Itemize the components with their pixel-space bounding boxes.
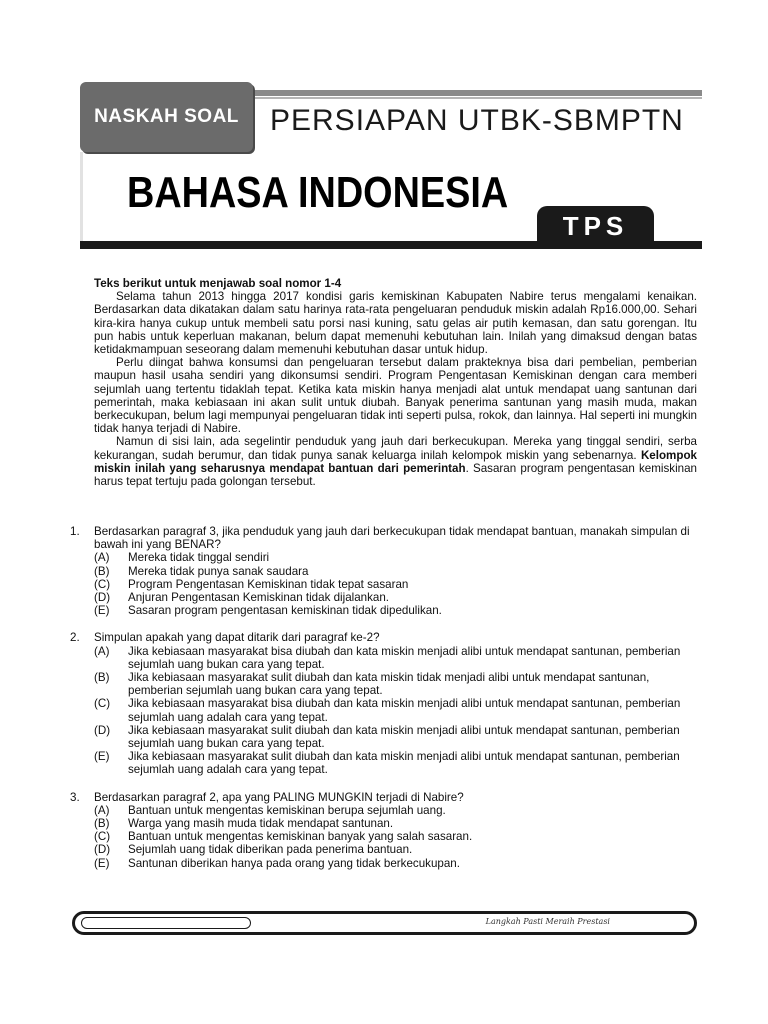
option-letter: (C): [94, 697, 111, 711]
option-letter: (A): [94, 803, 110, 817]
header-subtitle: PERSIAPAN UTBK-SBMPTN: [270, 104, 684, 137]
answer-option[interactable]: [94, 578, 700, 591]
header-bottom-bar: [80, 241, 702, 249]
answer-option[interactable]: [94, 817, 700, 830]
answer-option[interactable]: [94, 843, 700, 856]
answer-option[interactable]: [94, 857, 700, 870]
passage-paragraph-3-text: Namun di sisi lain, ada segelintir penduduk yang jauh dari berkecukupan. Mereka yang tinggal sendiri, serba kekurangan, sudah berumur, dan tidak punya sanak keluarga inilah kelompok miskin yang sebenarnya.: [94, 435, 697, 462]
header-top-bar-thin: [254, 97, 702, 99]
question-item: [70, 791, 700, 870]
naskah-soal-badge: NASKAH SOAL: [80, 82, 253, 152]
option-text: Bantuan untuk mengentas kemiskinan banyak yang salah sasaran.: [128, 830, 473, 844]
answer-option[interactable]: [94, 830, 700, 843]
option-text: Jika kebiasaan masyarakat sulit diubah dan kata miskin menjadi alibi untuk mendapat santunan, pemberian sejumlah uang bukan cara yang tepat.: [128, 723, 680, 751]
passage-paragraph-1: Selama tahun 2013 hingga 2017 kondisi garis kemiskinan Kabupaten Nabire terus mengalami kenaikan. Berdasarkan data dikatakan dalam satu harinya rata-rata pengeluaran penduduk miskin adalah Rp16.000,00. Sehari kira-kira hanya cukup untuk membeli satu porsi nasi kuning, satu gelas air putih kemasan, dan satu gorengan. Itu pun habis untuk keperluan makanan, belum dapat memenuhi kebutuhan lain. Inilah yang dimaksud dengan batas ketidakmampuan seseorang dalam memenuhi kebutuhan dasar untuk hidup.: [94, 290, 697, 357]
option-text: Jika kebiasaan masyarakat bisa diubah dan kata miskin menjadi alibi untuk mendapat santunan, pemberian sejumlah uang adalah cara yang tepat.: [128, 697, 681, 724]
question-number: 3.: [70, 790, 80, 804]
footer-bar: [72, 911, 697, 935]
header-top-bar: [254, 90, 702, 96]
option-letter: (E): [94, 750, 110, 764]
option-letter: (C): [94, 577, 111, 591]
question-text: Simpulan apakah yang dapat ditarik dari paragraf ke-2?: [94, 631, 380, 645]
option-text: Mereka tidak tinggal sendiri: [128, 551, 270, 565]
option-letter: (D): [94, 843, 111, 857]
answer-option[interactable]: [94, 604, 700, 617]
answer-option[interactable]: [94, 591, 700, 604]
option-text: Jika kebiasaan masyarakat bisa diubah dan kata miskin menjadi alibi untuk mendapat santunan, pemberian sejumlah uang bukan cara yang tepat.: [128, 644, 681, 671]
option-letter: (D): [94, 723, 111, 737]
option-text: Sasaran program pengentasan kemiskinan tidak dipedulikan.: [128, 604, 442, 618]
option-letter: (B): [94, 671, 110, 685]
answer-option[interactable]: [94, 565, 700, 578]
option-text: Sejumlah uang tidak diberikan pada penerima bantuan.: [128, 843, 413, 857]
passage-paragraph-3-bold: Kelompok miskin inilah yang seharusnya mendapat bantuan dari pemerintah: [94, 448, 697, 475]
passage-paragraph-3: [94, 435, 697, 488]
question-number: 2.: [70, 631, 80, 645]
option-letter: (A): [94, 551, 110, 565]
tps-badge: TPS: [537, 206, 654, 246]
page-title: BAHASA INDONESIA: [127, 168, 509, 217]
option-letter: (D): [94, 591, 111, 605]
option-text: Warga yang masih muda tidak mendapat santunan.: [128, 817, 394, 831]
option-text: Santunan diberikan hanya pada orang yang tidak berkecukupan.: [128, 856, 460, 870]
question-item: [70, 525, 700, 617]
question-item: [70, 631, 700, 776]
option-letter: (B): [94, 564, 110, 578]
footer-pill: [81, 917, 251, 929]
answer-option[interactable]: [94, 724, 700, 750]
question-text: Berdasarkan paragraf 3, jika penduduk yang jauh dari berkecukupan tidak mendapat bantuan, manakah simpulan di bawah ini yang BENAR?: [94, 525, 690, 552]
question-number: 1.: [70, 525, 80, 538]
option-letter: (B): [94, 817, 110, 831]
option-text: Jika kebiasaan masyarakat sulit diubah dan kata miskin tidak menjadi alibi untuk mendapat santunan, pemberian sejumlah uang bukan cara yang tepat.: [128, 671, 650, 698]
option-text: Anjuran Pengentasan Kemiskinan tidak dijalankan.: [128, 591, 390, 605]
answer-option[interactable]: [94, 750, 700, 776]
footer-tagline: Langkah Pasti Meraih Prestasi: [485, 917, 610, 926]
option-text: Jika kebiasaan masyarakat sulit diubah dan kata miskin menjadi alibi untuk mendapat santunan, pemberian sejumlah uang adalah cara yang tepat.: [128, 750, 680, 777]
option-text: Mereka tidak punya sanak saudara: [128, 564, 309, 578]
answer-option[interactable]: [94, 645, 700, 671]
passage-intro: Teks berikut untuk menjawab soal nomor 1-4: [94, 277, 342, 290]
answer-option[interactable]: [94, 671, 700, 697]
option-letter: (A): [94, 644, 110, 658]
option-letter: (E): [94, 856, 110, 870]
question-text: Berdasarkan paragraf 2, apa yang PALING MUNGKIN terjadi di Nabire?: [94, 790, 464, 804]
answer-option[interactable]: [94, 804, 700, 817]
passage-paragraph-2: Perlu diingat bahwa konsumsi dan pengeluaran tersebut dalam prakteknya bisa dari pembelian, pemberian maupun hasil usaha sendiri yang dikonsumsi sendiri. Program Pengentasan Kemiskinan dengan cara memberi sejumlah uang tertentu tidaklah tepat. Ketika kata miskin hanya menjadi alat untuk mendapat uang santunan dari pemerintah, maka kebiasaan ini akan sulit untuk diubah. Banyak penerima santunan yang masih muda, makan berkecukupan, belum lagi mempunyai pengeluaran tidak inti seperti pulsa, rokok, dan lainnya. Hal seperti ini mungkin tidak hanya terjadi di Nabire.: [94, 356, 697, 436]
option-text: Program Pengentasan Kemiskinan tidak tepat sasaran: [128, 577, 409, 591]
reading-passage: [94, 277, 697, 488]
header-left-line: [80, 152, 83, 244]
answer-option[interactable]: [94, 697, 700, 723]
answer-option[interactable]: [94, 551, 700, 564]
option-letter: (E): [94, 604, 110, 618]
option-text: Bantuan untuk mengentas kemiskinan berupa sejumlah uang.: [128, 803, 446, 817]
passage-paragraph-3-end: . Sasaran program pengentasan kemiskinan harus tepat tertuju pada golongan tersebut.: [94, 461, 698, 489]
question-list: [70, 525, 700, 884]
option-letter: (C): [94, 830, 111, 844]
